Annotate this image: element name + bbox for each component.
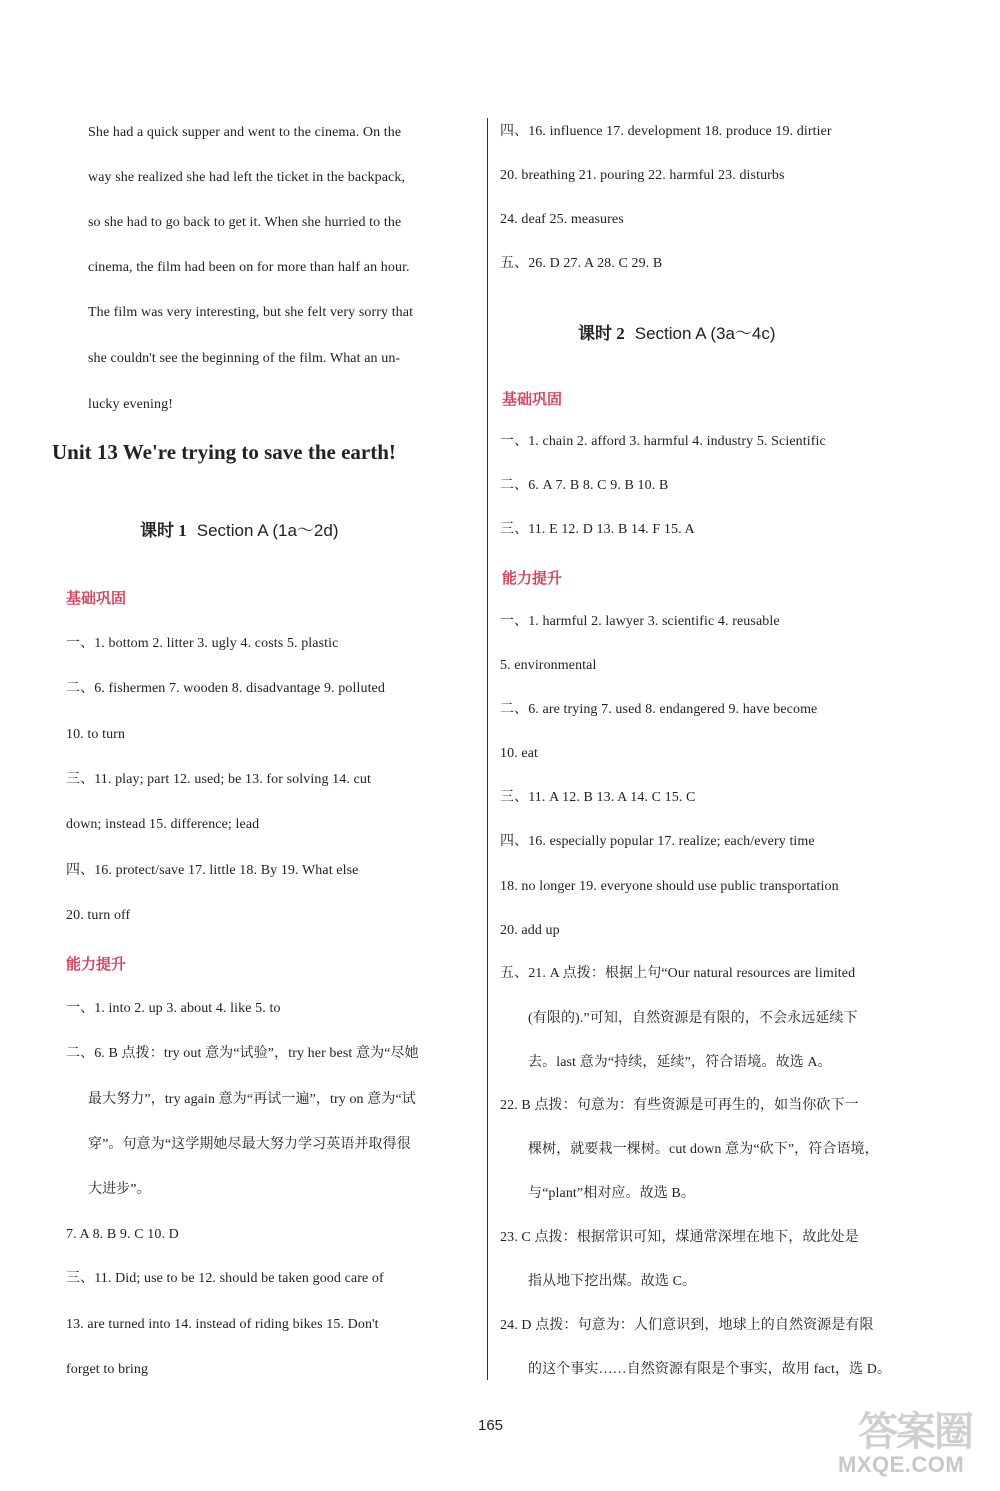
section-heading-ability: 能力提升 bbox=[502, 569, 563, 587]
answer-line: 去。last 意为“持续，延续”，符合语境。故选 A。 bbox=[528, 1055, 832, 1070]
answer-line: 18. no longer 19. everyone should use public transportation bbox=[500, 879, 839, 894]
answer-line: 三、11. A 12. B 13. A 14. C 15. C bbox=[500, 790, 696, 805]
answer-line: 四、16. protect/save 17. little 18. By 19. What else bbox=[66, 863, 359, 878]
lesson-heading bbox=[578, 319, 776, 344]
lesson-number: 课时 1 bbox=[140, 521, 187, 540]
answer-line: 20. turn off bbox=[66, 908, 131, 923]
answer-line: 五、26. D 27. A 28. C 29. B bbox=[500, 256, 663, 271]
answer-line: 四、16. especially popular 17. realize; each/every time bbox=[500, 834, 815, 849]
lesson-section: Section A (3a～4c) bbox=[634, 324, 776, 343]
answer-line: 的这个事实……自然资源有限是个事实，故用 fact，选 D。 bbox=[528, 1362, 892, 1377]
answer-line: 5. environmental bbox=[500, 658, 597, 673]
passage-line: She had a quick supper and went to the cinema. On the bbox=[88, 125, 402, 140]
answer-line: 10. eat bbox=[500, 746, 539, 761]
answer-line: forget to bring bbox=[66, 1362, 149, 1377]
answer-line: 24. D 点拨：句意为：人们意识到，地球上的自然资源是有限 bbox=[500, 1318, 874, 1333]
passage-line: cinema, the film had been on for more than half an hour. bbox=[88, 260, 410, 275]
answer-line: 10. to turn bbox=[66, 727, 126, 742]
answer-line: 一、1. into 2. up 3. about 4. like 5. to bbox=[66, 1001, 281, 1016]
watermark-site: MXQE.COM bbox=[838, 1452, 965, 1477]
answer-line: 一、1. bottom 2. litter 3. ugly 4. costs 5. plastic bbox=[66, 636, 339, 651]
answer-line: 四、16. influence 17. development 18. produce 19. dirtier bbox=[500, 124, 832, 139]
answer-line: 13. are turned into 14. instead of riding bikes 15. Don't bbox=[66, 1317, 379, 1332]
answer-line: 二、6. are trying 7. used 8. endangered 9. have become bbox=[500, 702, 818, 717]
answer-line: 22. B 点拨：句意为：有些资源是可再生的，如当你砍下一 bbox=[500, 1098, 859, 1113]
passage-line: so she had to go back to get it. When she hurried to the bbox=[88, 215, 402, 230]
passage-line: way she realized she had left the ticket in the backpack, bbox=[88, 170, 406, 185]
answer-line: 7. A 8. B 9. C 10. D bbox=[66, 1227, 179, 1242]
lesson-section: Section A (1a～2d) bbox=[196, 521, 339, 540]
section-heading-basic: 基础巩固 bbox=[66, 589, 127, 607]
page-number: 165 bbox=[478, 1417, 504, 1434]
answer-line: 二、6. B 点拨：try out 意为“试验”，try her best 意为“尽她 bbox=[66, 1046, 419, 1061]
passage-line: The film was very interesting, but she felt very sorry that bbox=[88, 305, 414, 320]
answer-line: 棵树，就要栽一棵树。cut down 意为“砍下”，符合语境， bbox=[528, 1142, 879, 1157]
section-heading-basic: 基础巩固 bbox=[502, 390, 563, 408]
answer-line: 与“plant”相对应。故选 B。 bbox=[528, 1186, 695, 1201]
answer-line: 三、11. E 12. D 13. B 14. F 15. A bbox=[500, 522, 695, 537]
lesson-number: 课时 2 bbox=[578, 324, 625, 343]
answer-line: 二、6. fishermen 7. wooden 8. disadvantage 9. polluted bbox=[66, 681, 385, 696]
answer-line: 三、11. Did; use to be 12. should be taken good care of bbox=[66, 1271, 384, 1286]
answer-line: 24. deaf 25. measures bbox=[500, 212, 624, 227]
unit-title: Unit 13 We're trying to save the earth! bbox=[52, 440, 396, 464]
answer-line: 一、1. harmful 2. lawyer 3. scientific 4. reusable bbox=[500, 614, 780, 629]
answer-line: 大进步”。 bbox=[88, 1182, 151, 1197]
watermark bbox=[836, 1400, 996, 1488]
answer-line: 20. breathing 21. pouring 22. harmful 23. disturbs bbox=[500, 168, 785, 183]
answer-line: 20. add up bbox=[500, 923, 560, 938]
answer-line: 指从地下挖出煤。故选 C。 bbox=[528, 1274, 697, 1289]
answer-line: 一、1. chain 2. afford 3. harmful 4. industry 5. Scientific bbox=[500, 434, 826, 449]
answer-line: 三、11. play; part 12. used; be 13. for solving 14. cut bbox=[66, 772, 371, 787]
section-heading-ability: 能力提升 bbox=[66, 955, 127, 973]
answer-line: 最大努力”，try again 意为“再试一遍”，try on 意为“试 bbox=[88, 1092, 416, 1107]
answer-line: 穿”。句意为“这学期她尽最大努力学习英语并取得很 bbox=[88, 1137, 411, 1152]
answer-line: (有限的).”可知，自然资源是有限的，不会永远延续下 bbox=[528, 1011, 858, 1026]
column-divider bbox=[487, 118, 488, 1380]
passage-line: she couldn't see the beginning of the film. What an un- bbox=[88, 351, 401, 366]
answer-line: 二、6. A 7. B 8. C 9. B 10. B bbox=[500, 478, 669, 493]
answer-line: 23. C 点拨：根据常识可知，煤通常深埋在地下，故此处是 bbox=[500, 1230, 859, 1245]
watermark-logo: 答案圈 bbox=[858, 1409, 972, 1455]
answer-line: down; instead 15. difference; lead bbox=[66, 817, 260, 832]
passage-line: lucky evening! bbox=[88, 397, 173, 412]
answer-line: 五、21. A 点拨：根据上句“Our natural resources are limited bbox=[500, 966, 856, 981]
lesson-heading bbox=[140, 516, 339, 541]
